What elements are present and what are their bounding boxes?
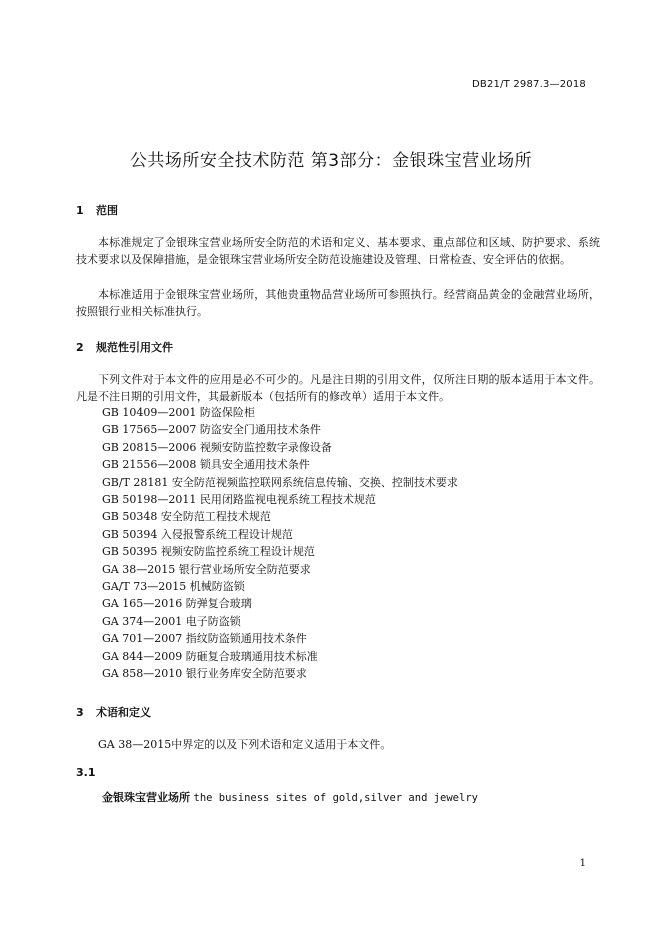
reference-item: GA 701—2007 指纹防盗锁通用技术条件 [102,632,307,646]
section-title: 术语和定义 [96,706,151,719]
reference-item: GA 858—2010 银行业务库安全防范要求 [102,667,307,681]
term-english: the business sites of gold,silver and jewelry [193,792,478,804]
reference-item: GB 50394 入侵报警系统工程设计规范 [102,527,293,541]
reference-item: GB 50348 安全防范工程技术规范 [102,510,271,524]
reference-item: GB 20815—2006 视频安防监控数字录像设备 [102,440,332,454]
terms-intro: GA 38—2015中界定的以及下列术语和定义适用于本文件。 [98,738,392,751]
reference-item: GB 17565—2007 防盗安全门通用技术条件 [102,423,321,437]
page-number: 1 [579,858,586,869]
reference-item: GB 10409—2001 防盗保险柜 [102,406,255,419]
section-title: 规范性引用文件 [96,341,173,354]
reference-item: GA/T 73—2015 机械防盗锁 [102,580,245,594]
reference-item: GB 21556—2008 锁具安全通用技术条件 [102,458,310,472]
reference-item: GA 38—2015 银行营业场所安全防范要求 [102,562,311,576]
normative-refs-intro: 下列文件对于本文件的应用是必不可少的。凡是注日期的引用文件，仅所注日期的版本适用于本文件。凡是不注日期的引用文件，其最新版本（包括所有的修改单）适用于本文件。 [76,373,600,403]
subsection-number: 3.1 [76,766,96,779]
section-number: 1 [76,204,84,217]
reference-item: GB 50395 视频安防监控系统工程设计规范 [102,545,315,559]
section-title: 范围 [96,204,118,217]
reference-item: GA 844—2009 防砸复合玻璃通用技术标准 [102,649,318,663]
document-title: 公共场所安全技术防范 第3部分：金银珠宝营业场所 [129,151,533,171]
section-number: 2 [76,341,84,354]
section-number: 3 [76,706,84,719]
scope-paragraph-1: 本标准规定了金银珠宝营业场所安全防范的术语和定义、基本要求、重点部位和区域、防护要求、系统技术要求以及保障措施，是金银珠宝营业场所安全防范设施建设及管理、日常检查、安全评估的依据。 [76,236,600,266]
reference-item: GA 374—2001 电子防盗锁 [102,614,241,628]
document-code: DB21/T 2987.3—2018 [472,79,586,90]
section-heading-scope [76,202,118,218]
reference-item: GB 50198—2011 民用闭路监视电视系统工程技术规范 [102,493,376,507]
term-entry [102,789,478,805]
reference-list [102,404,458,683]
scope-paragraph-2: 本标准适用于金银珠宝营业场所，其他贵重物品营业场所可参照执行。经营商品黄金的金融营业场所，按照银行业相关标准执行。 [76,288,600,318]
section-heading-terms [76,704,151,720]
reference-item: GA 165—2016 防弹复合玻璃 [102,597,252,611]
section-heading-normative-refs [76,339,173,355]
term-chinese: 金银珠宝营业场所 [102,791,190,804]
reference-item: GB/T 28181 安全防范视频监控联网系统信息传输、交换、控制技术要求 [102,475,458,489]
